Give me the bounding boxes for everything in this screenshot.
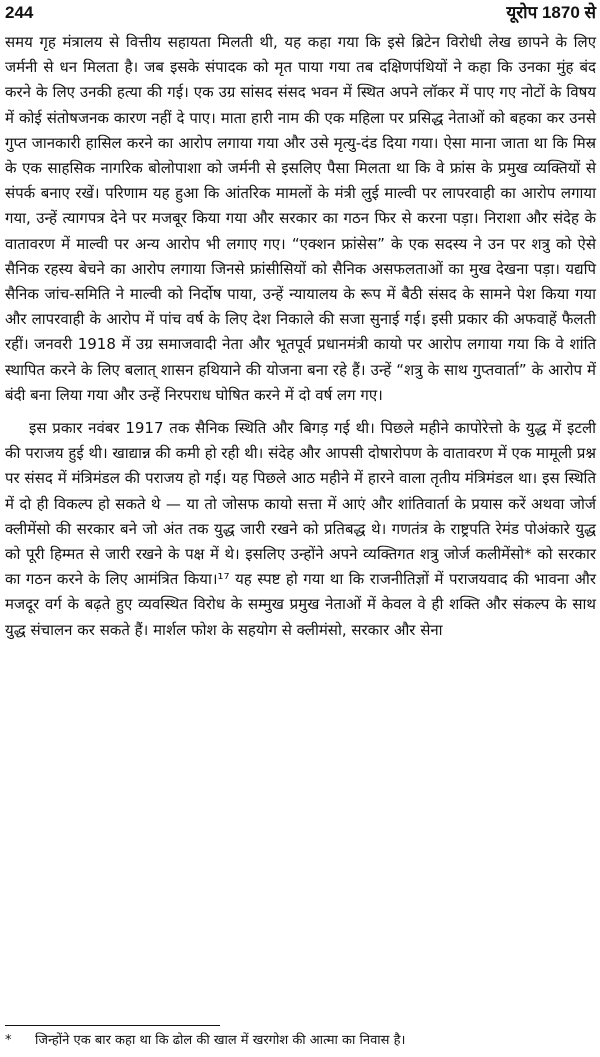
- page-header: [5, 0, 596, 30]
- paragraph: समय गृह मंत्रालय से वित्तीय सहायता मिलती थी, यह कहा गया कि इसे ब्रिटेन विरोधी लेख छापने के लिए जर्मनी से धन मिलता है। जब इसके संपादक को मृत पाया गया तब दक्षिणपंथियों ने कहा कि उनका मुंह बंद करने के लिए उनकी हत्या की गई। एक उग्र सांसद संसद भवन में स्थित अपने लॉकर में पाए गए नोटों के विषय में कोई संतोषजनक कारण नहीं दे पाए। माता हारी नाम की एक महिला पर प्रसिद्ध नेताओं को बहका कर उनसे गुप्त जानकारी हासिल करने का आरोप लगाया गया और उसे मृत्यु-दंड दिया गया। ऐसा माना जाता था कि मिस्र के एक साहसिक नागरिक बोलोपाशा को जर्मनी से इसलिए पैसा मिलता था कि वे फ्रांस के प्रमुख व्यक्तियों से संपर्क बनाए रखें। परिणाम यह हुआ कि आंतरिक मामलों के मंत्री लुई माल्वी पर लापरवाही का आरोप लगाया गया, उन्हें त्यागपत्र देने पर मजबूर किया गया और सरकार का गठन फिर से करना पड़ा। निराशा और संदेह के वातावरण में माल्वी पर अन्य आरोप भी लगाए गए। “एक्शन फ्रांसेस” के एक सदस्य ने उन पर शत्रु को ऐसे सैनिक रहस्य बेचने का आरोप लगाया जिनसे फ्रांसीसियों को सैनिक असफलताओं का मुख देखना पड़ा। यद्यपि सैनिक जांच-समिति ने माल्वी को निर्दोष पाया, उन्हें न्यायालय के रूप में बैठी संसद के सामने पेश किया गया और लापरवाही के आरोप में पांच वर्ष के लिए देश निकाले की सजा सुनाई गई। इसी प्रकार की अफवाहें फैलती रहीं। जनवरी 1918 में उग्र समाजवादी नेता और भूतपूर्व प्रधानमंत्री कायो पर आरोप लगाया गया कि वे शांति स्थापित करने के लिए बलात् शासन हथियाने की योजना बना रहे हैं। उन्हें “शत्रु के साथ गुप्तवार्ता” के आरोप में बंदी बना लिया गया और उन्हें निरपराध घोषित करने में दो वर्ष लग गए।: [5, 33, 596, 404]
- footnote: [5, 1031, 596, 1051]
- paragraph: इस प्रकार नवंबर 1917 तक सैनिक स्थिति और बिगड़ गई थी। पिछले महीने कापोरेत्तो के युद्ध में इटली की पराजय हुई थी। खाद्यान्न की कमी हो रही थी। संदेह और आपसी दोषारोपण के वातावरण में एक मामूली प्रश्न पर संसद में मंत्रिमंडल की पराजय हो गई। यह पिछले आठ महीने में हारने वाला तृतीय मंत्रिमंडल था। इस स्थिति में दो ही विकल्प हो सकते थे — या तो जोसफ कायो सत्ता में आएं और शांतिवार्ता के प्रयास करें अथवा जोर्ज क्लीमेंसो की सरकार बने जो अंत तक युद्ध जारी रखने को प्रतिबद्ध थे। गणतंत्र के राष्ट्रपति रेमंड पोअंकारे युद्ध को पूरी हिम्मत से जारी रखने के पक्ष में थे। इसलिए उन्होंने अपने व्यक्तिगत शत्रु जोर्ज कलीमेंसो* को सरकार का गठन करने के लिए आमंत्रित किया।¹⁷ यह स्पष्ट हो गया था कि राजनीतिज्ञों में पराजयवाद की भावना और मजदूर वर्ग के बढ़ते हुए व्यवस्थित विरोध के सम्मुख प्रमुख नेताओं में केवल वे ही शक्ति और संकल्प के साथ युद्ध संचालन कर सकते हैं। मार्शल फोश के सहयोग से क्लीमंसो, सरकार और सेना: [5, 419, 596, 639]
- running-title: यूरोप 1870 से: [506, 3, 596, 22]
- footnote-divider: [5, 1025, 220, 1026]
- footnote-marker: *: [5, 1033, 12, 1048]
- page-number: 244: [5, 3, 34, 22]
- footnote-text: जिन्होंने एक बार कहा था कि ढोल की खाल में खरगोश की आत्मा का निवास है।: [35, 1033, 406, 1048]
- body-text: [5, 30, 596, 643]
